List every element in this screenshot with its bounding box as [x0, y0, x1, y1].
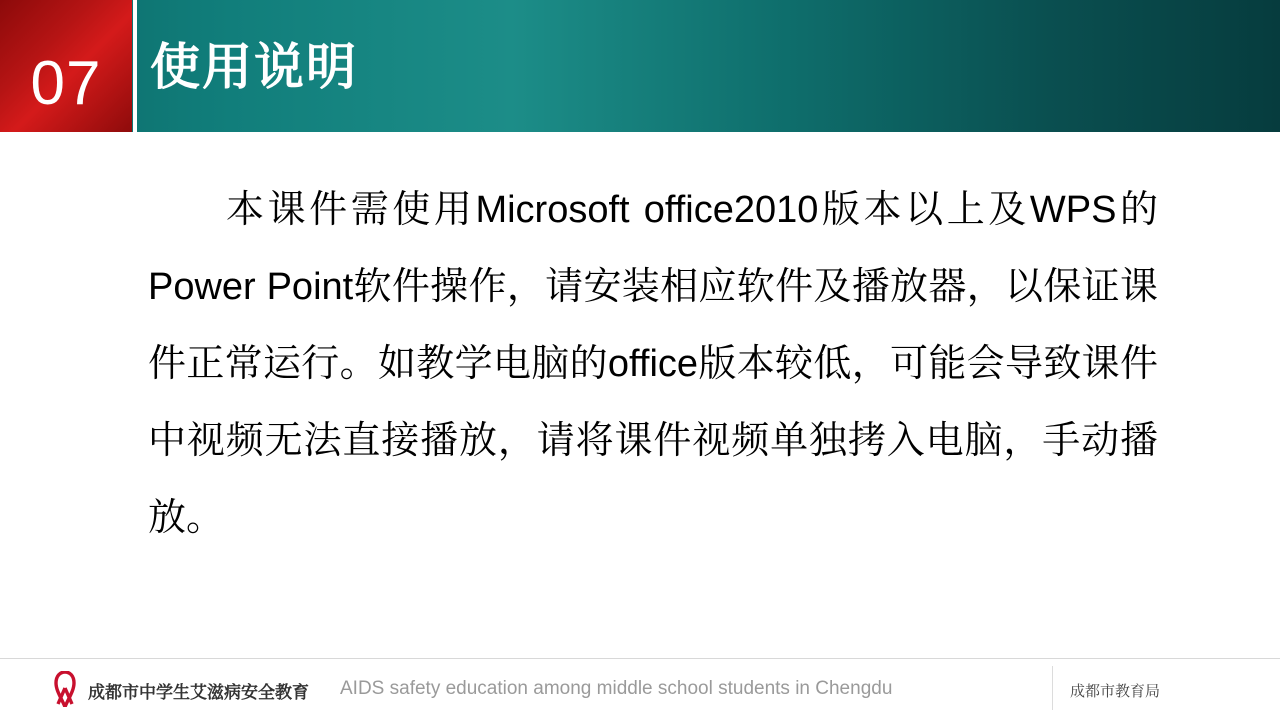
- footer-organization: 成都市教育局: [1070, 683, 1161, 700]
- footer-separator: [1052, 666, 1053, 710]
- header-divider: [133, 0, 137, 132]
- footer-title-en: AIDS safety education among middle school students in Chengdu: [340, 678, 893, 699]
- section-number-badge: [0, 0, 132, 132]
- section-number: 07: [30, 49, 102, 118]
- body-paragraph: 本课件需使用Microsoft office2010版本以上及WPS的Power Point软件操作，请安装相应软件及播放器，以保证课件正常运行。如教学电脑的office版本较低，可能会导致课件中视频无法直接播放，请将课件视频单独拷入电脑，手动播放。: [148, 189, 1158, 539]
- footer-divider: [0, 658, 1280, 659]
- slide-header: [0, 0, 1280, 132]
- footer-title-cn: 成都市中学生艾滋病安全教育: [88, 683, 309, 702]
- slide-footer: [0, 658, 1280, 720]
- red-ribbon-icon: [52, 671, 78, 707]
- page-title: 使用说明: [150, 39, 358, 95]
